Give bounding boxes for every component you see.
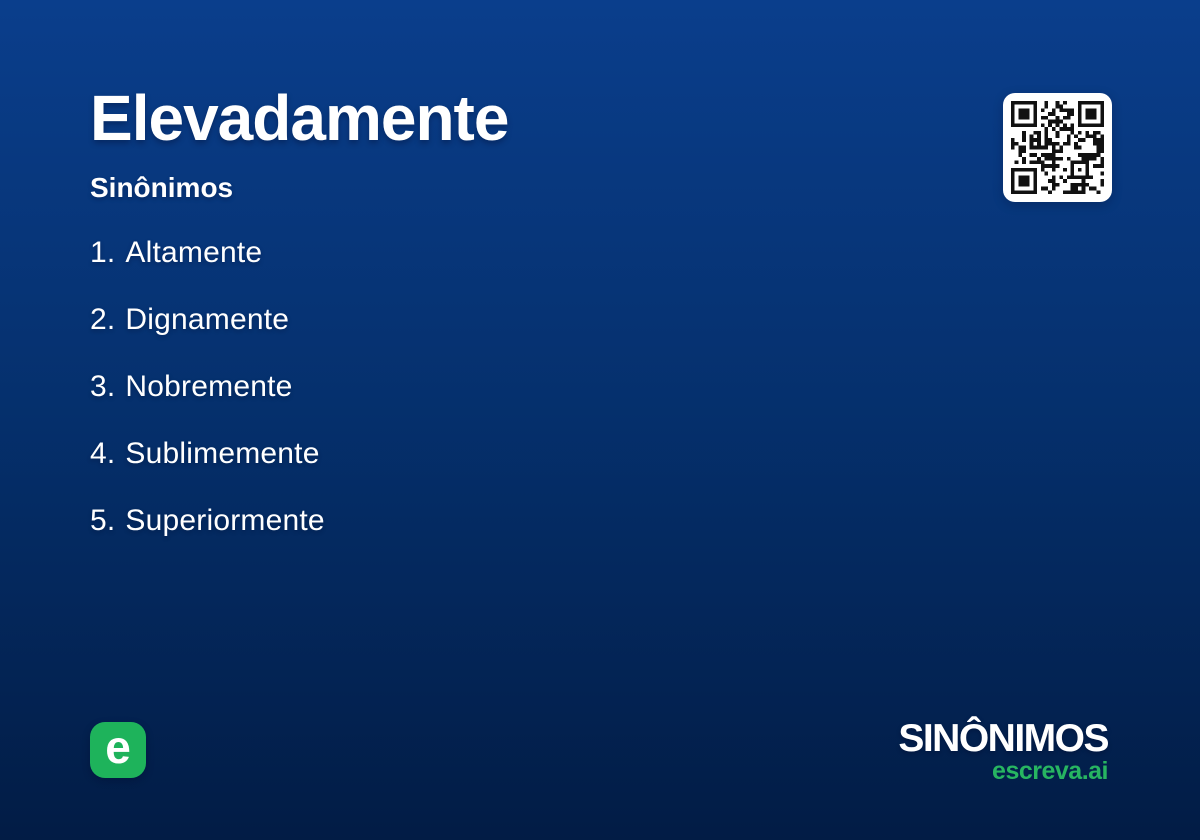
synonym-word: Superiormente bbox=[125, 504, 325, 537]
synonym-item bbox=[90, 305, 325, 335]
footer-brand bbox=[898, 719, 1108, 784]
escreva-logo bbox=[90, 722, 146, 778]
synonym-word: Altamente bbox=[125, 236, 263, 269]
qr-code-card bbox=[1003, 93, 1112, 202]
synonym-number: 3. bbox=[90, 370, 116, 403]
synonym-word: Dignamente bbox=[125, 303, 290, 336]
word-title: Elevadamente bbox=[90, 82, 509, 154]
synonym-number: 4. bbox=[90, 437, 116, 470]
synonym-item bbox=[90, 238, 325, 268]
synonym-item bbox=[90, 439, 325, 469]
synonym-number: 5. bbox=[90, 504, 116, 537]
synonym-word: Sublimemente bbox=[125, 437, 320, 470]
logo-letter-e: e bbox=[105, 721, 131, 773]
brand-name: SINÔNIMOS bbox=[898, 717, 1108, 760]
qr-code-icon bbox=[1011, 101, 1104, 194]
synonyms-list bbox=[90, 238, 325, 573]
synonym-number: 2. bbox=[90, 303, 116, 336]
synonym-item bbox=[90, 506, 325, 536]
card-header bbox=[90, 82, 509, 203]
synonym-item bbox=[90, 372, 325, 402]
brand-site: escreva.ai bbox=[992, 757, 1108, 785]
synonym-word: Nobremente bbox=[125, 370, 293, 403]
synonyms-subtitle: Sinônimos bbox=[90, 172, 234, 203]
synonym-number: 1. bbox=[90, 236, 116, 269]
